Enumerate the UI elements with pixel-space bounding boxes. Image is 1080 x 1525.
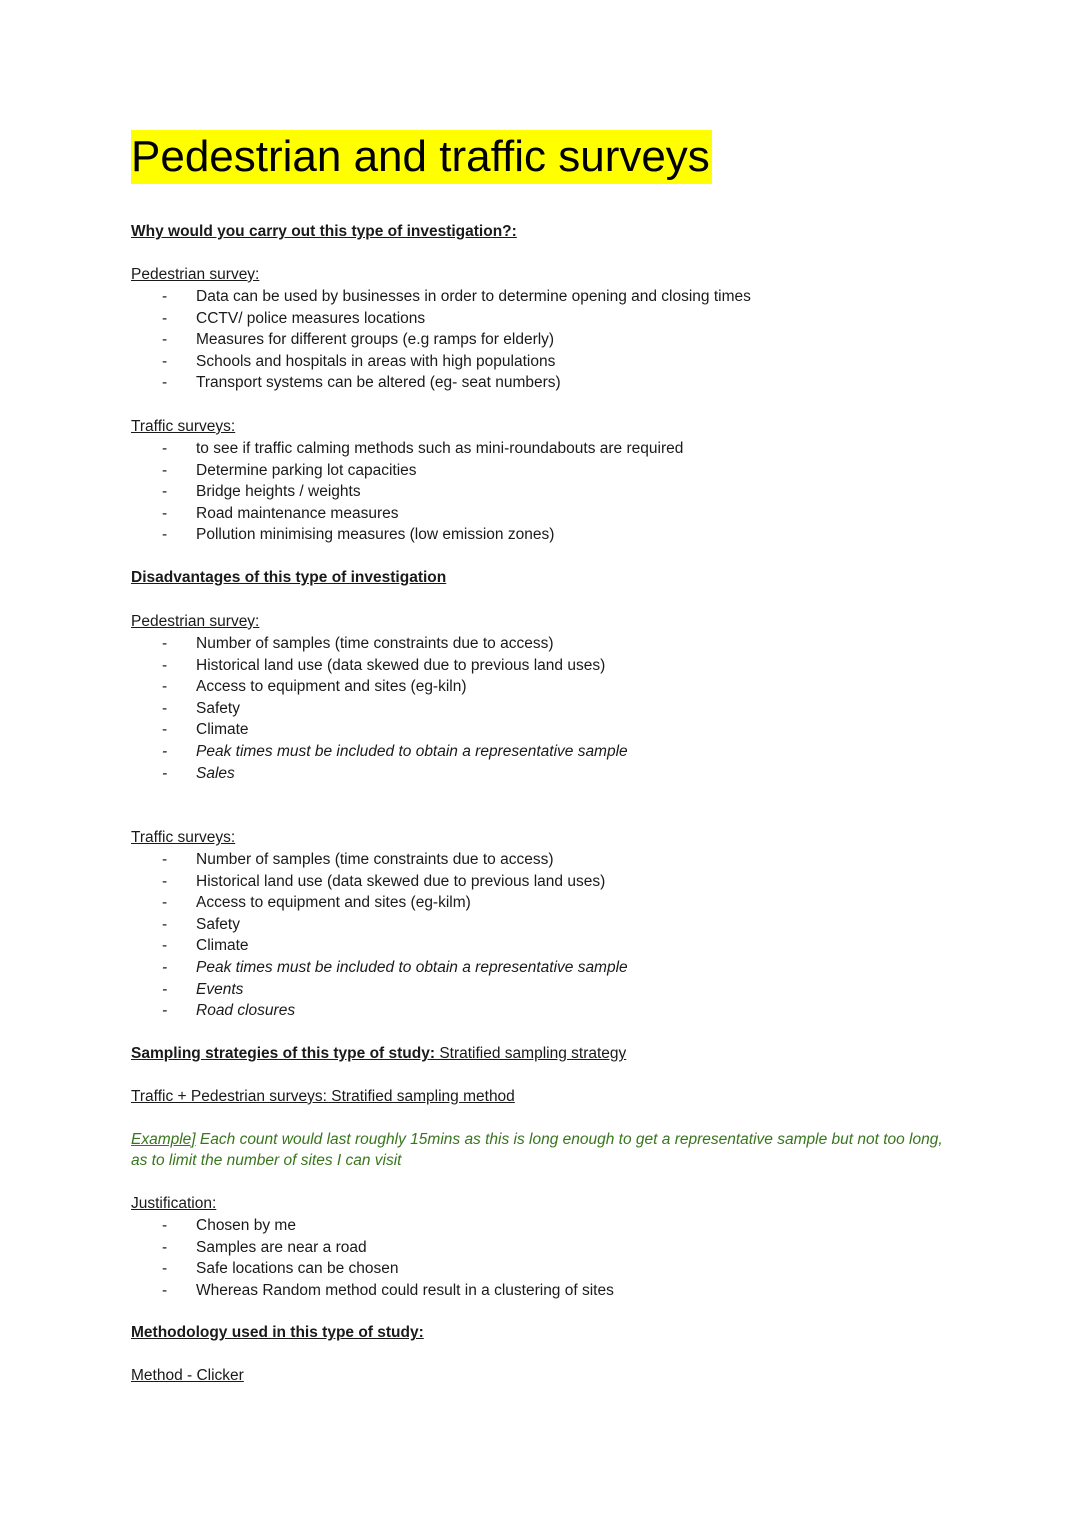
list-item: - Historical land use (data skewed due to previous land uses) [131,871,961,893]
list-item: - Historical land use (data skewed due to previous land uses) [131,655,961,677]
list-item: - Road closures [131,1000,961,1022]
subheading-pedestrian-survey: Pedestrian survey: [131,266,260,283]
list-justification [131,1215,961,1301]
page-title: Pedestrian and traffic surveys [131,130,712,184]
list-why-pedestrian [131,286,961,394]
list-item: - Determine parking lot capacities [131,460,961,482]
list-item: - Road maintenance measures [131,503,961,525]
example-label: Example] [131,1130,196,1148]
list-item: - CCTV/ police measures locations [131,308,961,330]
list-item: - Access to equipment and sites (eg-kiln) [131,676,961,698]
section-heading-why: Why would you carry out this type of investigation?: [131,223,517,240]
list-item: - to see if traffic calming methods such as mini-roundabouts are required [131,438,961,460]
list-item: - Events [131,979,961,1001]
list-item: - Climate [131,935,961,957]
subheading-justification: Justification: [131,1195,217,1213]
list-item: - Bridge heights / weights [131,481,961,503]
list-item: - Data can be used by businesses in order to determine opening and closing times [131,286,961,308]
subheading-traffic-surveys: Traffic surveys: [131,417,236,435]
section-heading-methodology: Methodology used in this type of study: [131,1324,424,1342]
list-item: - Safety [131,914,961,936]
list-item: - Sales [131,763,961,785]
list-item: - Whereas Random method could result in a clustering of sites [131,1280,961,1302]
list-item: - Safety [131,698,961,720]
document-page [131,130,961,1387]
sampling-heading-value: Stratified sampling strategy [435,1044,627,1062]
list-item: - Samples are near a road [131,1237,961,1259]
section-heading-disadvantages: Disadvantages of this type of investigation [131,568,447,586]
list-item: - Access to equipment and sites (eg-kilm) [131,892,961,914]
list-item: - Peak times must be included to obtain a representative sample [131,741,961,763]
list-item: - Transport systems can be altered (eg- seat numbers) [131,372,961,394]
list-disadvantages-pedestrian [131,633,961,784]
list-disadvantages-traffic [131,849,961,1022]
sampling-method-line: Traffic + Pedestrian surveys: Stratified sampling method [131,1087,515,1105]
subheading-pedestrian-survey: Pedestrian survey: [131,612,260,630]
section-heading-sampling [131,1043,961,1065]
sampling-heading-label: Sampling strategies of this type of study: [131,1044,436,1062]
method-clicker: Method - Clicker [131,1367,244,1385]
subheading-traffic-surveys: Traffic surveys: [131,829,236,847]
list-why-traffic [131,438,961,546]
list-item: - Pollution minimising measures (low emission zones) [131,524,961,546]
example-paragraph [131,1129,961,1172]
list-item: - Safe locations can be chosen [131,1258,961,1280]
list-item: - Number of samples (time constraints due to access) [131,633,961,655]
example-text: Each count would last roughly 15mins as this is long enough to get a representative sample but not too long, as to limit the number of sites I can visit [131,1130,943,1170]
list-item: - Measures for different groups (e.g ramps for elderly) [131,329,961,351]
list-item: - Chosen by me [131,1215,961,1237]
list-item: - Number of samples (time constraints due to access) [131,849,961,871]
list-item: - Schools and hospitals in areas with high populations [131,351,961,373]
list-item: - Peak times must be included to obtain a representative sample [131,957,961,979]
list-item: - Climate [131,719,961,741]
